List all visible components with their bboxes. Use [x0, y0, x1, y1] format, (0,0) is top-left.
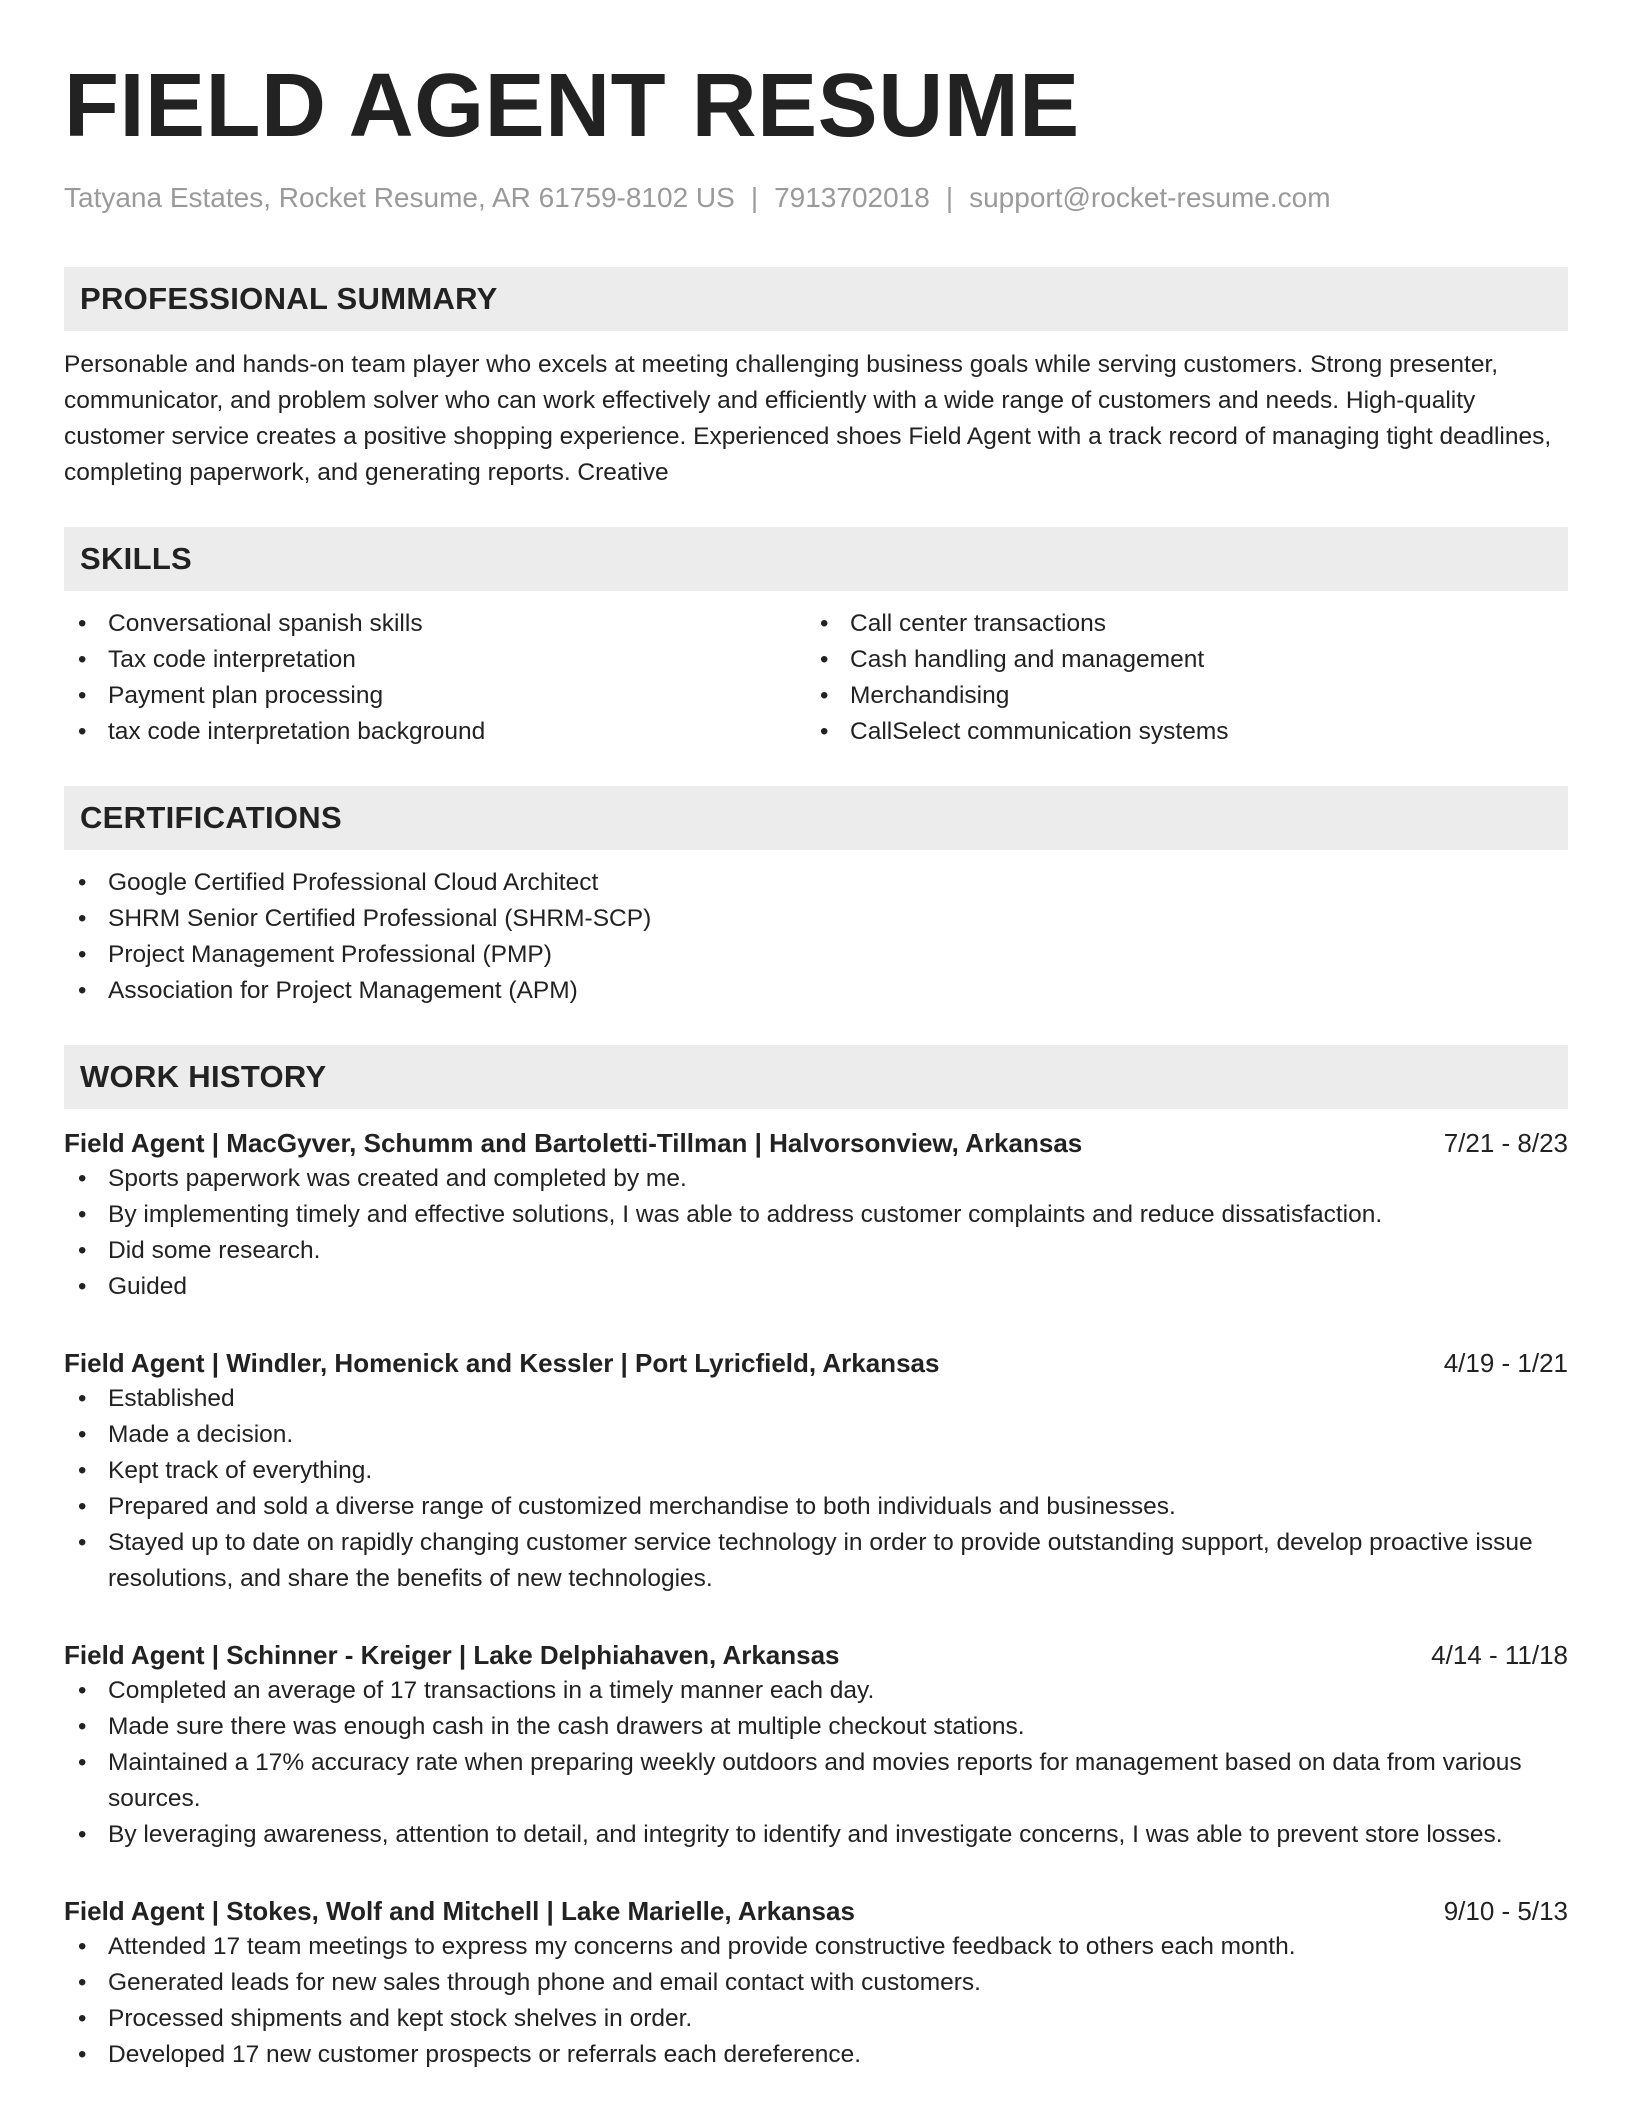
- skills-section: [64, 527, 1568, 750]
- job-title: Field Agent | MacGyver, Schumm and Bartoletti-Tillman | Halvorsonview, Arkansas: [64, 1128, 1083, 1158]
- job-bullet: • Generated leads for new sales through phone and email contact with customers.: [64, 1965, 1568, 2001]
- certification-item: • Association for Project Management (APM): [64, 973, 1568, 1009]
- skills-grid: [64, 606, 1568, 750]
- job-bullet: • Kept track of everything.: [64, 1453, 1568, 1489]
- job-entry: [64, 1637, 1568, 1853]
- job-bullets: [64, 1161, 1568, 1305]
- job-title: Field Agent | Windler, Homenick and Kessler | Port Lyricfield, Arkansas: [64, 1348, 940, 1378]
- job-entry: [64, 1125, 1568, 1305]
- job-header: [64, 1637, 1568, 1673]
- skill-item: • CallSelect communication systems: [806, 714, 1548, 750]
- job-bullet: • Prepared and sold a diverse range of customized merchandise to both individuals and businesses.: [64, 1489, 1568, 1525]
- job-bullets: [64, 1381, 1568, 1597]
- resume-page: [64, 0, 1568, 2073]
- certifications-list: [64, 865, 1568, 1009]
- contact-line: [64, 180, 1568, 216]
- job-bullet: • By leveraging awareness, attention to detail, and integrity to identify and investigate concerns, I was able to prevent store losses.: [64, 1817, 1568, 1853]
- job-entry: [64, 1345, 1568, 1597]
- skills-column-right: [806, 606, 1548, 750]
- skill-item: • Merchandising: [806, 678, 1548, 714]
- work-history-list: [64, 1125, 1568, 2073]
- contact-email[interactable]: support@rocket-resume.com: [969, 182, 1331, 213]
- job-bullet: • Stayed up to date on rapidly changing customer service technology in order to provide outstanding support, develop proactive issue resolutions, and share the benefits of new technologies.: [64, 1525, 1568, 1597]
- job-bullet: • Attended 17 team meetings to express my concerns and provide constructive feedback to others each month.: [64, 1929, 1568, 1965]
- resume-title: FIELD AGENT RESUME: [64, 56, 1080, 156]
- summary-heading: PROFESSIONAL SUMMARY: [64, 267, 1568, 331]
- job-bullet: • Did some research.: [64, 1233, 1568, 1269]
- skill-item: • Cash handling and management: [806, 642, 1548, 678]
- work-heading: WORK HISTORY: [64, 1045, 1568, 1109]
- skill-item: • Conversational spanish skills: [64, 606, 806, 642]
- contact-address: Tatyana Estates, Rocket Resume, AR 61759-8102 US: [64, 182, 735, 213]
- job-header: [64, 1893, 1568, 1929]
- contact-separator: |: [750, 182, 759, 213]
- skill-item: • tax code interpretation background: [64, 714, 806, 750]
- job-bullet: • Made sure there was enough cash in the cash drawers at multiple checkout stations.: [64, 1709, 1568, 1745]
- job-bullet: • Maintained a 17% accuracy rate when preparing weekly outdoors and movies reports for management based on data from various sources.: [64, 1745, 1568, 1817]
- skills-column-left: [64, 606, 806, 750]
- certifications-heading: CERTIFICATIONS: [64, 786, 1568, 850]
- certification-item: • SHRM Senior Certified Professional (SHRM-SCP): [64, 901, 1568, 937]
- skills-heading: SKILLS: [64, 527, 1568, 591]
- contact-phone: 7913702018: [774, 182, 930, 213]
- job-bullets: [64, 1929, 1568, 2073]
- job-title: Field Agent | Stokes, Wolf and Mitchell | Lake Marielle, Arkansas: [64, 1896, 855, 1926]
- certification-item: • Project Management Professional (PMP): [64, 937, 1568, 973]
- skill-item: • Call center transactions: [806, 606, 1548, 642]
- certification-item: • Google Certified Professional Cloud Architect: [64, 865, 1568, 901]
- skill-item: • Tax code interpretation: [64, 642, 806, 678]
- job-dates: 9/10 - 5/13: [1443, 1896, 1568, 1926]
- job-title: Field Agent | Schinner - Kreiger | Lake Delphiahaven, Arkansas: [64, 1640, 840, 1670]
- job-bullet: • Sports paperwork was created and completed by me.: [64, 1161, 1568, 1197]
- job-bullets: [64, 1673, 1568, 1853]
- job-dates: 4/19 - 1/21: [1443, 1348, 1568, 1378]
- summary-section: [64, 267, 1568, 491]
- work-section: [64, 1045, 1568, 2073]
- job-dates: 7/21 - 8/23: [1443, 1128, 1568, 1158]
- contact-separator: |: [945, 182, 954, 213]
- skills-list-left: [64, 606, 806, 750]
- job-bullet: • Made a decision.: [64, 1417, 1568, 1453]
- job-bullet: • Guided: [64, 1269, 1568, 1305]
- job-entry: [64, 1893, 1568, 2073]
- summary-text: Personable and hands-on team player who excels at meeting challenging business goals while serving customers. Strong presenter, communicator, and problem solver who can work effectively and efficiently with a wide range of customers and needs. High-quality customer service creates a positive shopping experience. Experienced shoes Field Agent with a track record of managing tight deadlines, completing paperwork, and generating reports. Creative: [64, 351, 1552, 486]
- job-bullet: • Completed an average of 17 transactions in a timely manner each day.: [64, 1673, 1568, 1709]
- job-header: [64, 1345, 1568, 1381]
- job-header: [64, 1125, 1568, 1161]
- job-bullet: • Developed 17 new customer prospects or referrals each dereference.: [64, 2037, 1568, 2073]
- job-bullet: • Processed shipments and kept stock shelves in order.: [64, 2001, 1568, 2037]
- certifications-section: [64, 786, 1568, 1009]
- skill-item: • Payment plan processing: [64, 678, 806, 714]
- job-bullet: • By implementing timely and effective solutions, I was able to address customer complaints and reduce dissatisfaction.: [64, 1197, 1568, 1233]
- job-dates: 4/14 - 11/18: [1431, 1640, 1568, 1670]
- job-bullet: • Established: [64, 1381, 1568, 1417]
- skills-list-right: [806, 606, 1548, 750]
